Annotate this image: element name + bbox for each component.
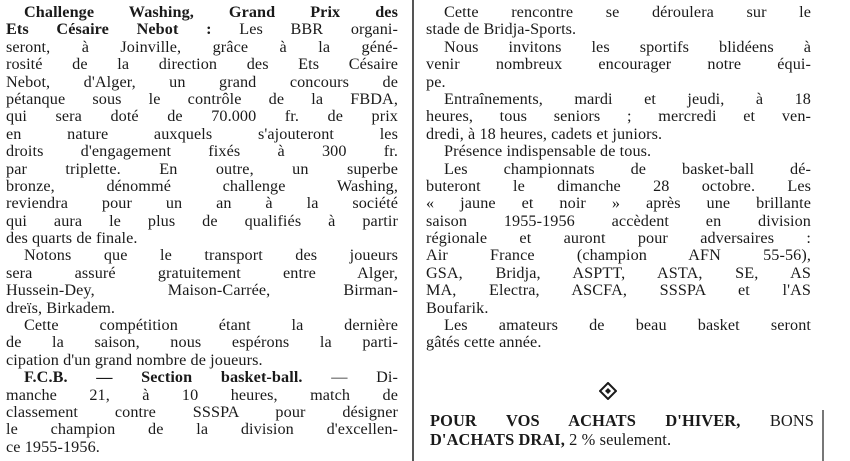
text-line: par triplette. En outre, un superbe [6, 159, 398, 178]
text-line: Nebot, d'Alger, un grand concours de [6, 72, 398, 91]
bold-lead: F.C.B. — Section basket-ball. [24, 368, 303, 387]
text-line: de la saison, nous espérons la parti- [6, 333, 398, 352]
text-line: venir nombreux encourager notre équi- [426, 55, 811, 74]
text-line: Les championnats de basket-ball dé- [444, 159, 811, 178]
text-line [6, 369, 398, 386]
text-line: gâtés cette année. [426, 333, 542, 352]
text-line: ce 1955-1956. [6, 437, 100, 456]
text-line: classement contre SSSPA pour désigner [6, 402, 398, 421]
text-line: heures, tous seniors ; mercredi et ven- [426, 107, 811, 126]
text-line: GSA, Bridja, ASPTT, ASTA, SE, AS [426, 263, 811, 282]
text-line: en nature auxquels s'ajouteront les [6, 124, 398, 143]
text-line: qui aura le plus de qualifiés à partir [6, 211, 398, 230]
advert-text: 2 % seulement. [564, 430, 672, 449]
text-line: MA, Electra, ASCFA, SSSPA et l'AS [426, 281, 811, 300]
text-line: Nous invitons les sportifs blidéens à [444, 37, 811, 56]
text-line: Présence indispensable de tous. [444, 142, 652, 161]
text-line: dredi, à 18 heures, cadets et juniors. [426, 124, 663, 143]
text-line: pe. [426, 72, 446, 91]
line-text: Les BBR organi- [211, 20, 398, 39]
text-line: manche 21, à 10 heures, match de [6, 385, 398, 404]
text-line: reviendra pour un an à la société [6, 194, 398, 213]
advert-line-1 [430, 411, 814, 430]
text-line: droits d'engagement fixés à 300 fr. [6, 142, 398, 161]
text-line: Hussein-Dey, Maison-Carrée, Birman- [6, 281, 398, 300]
text-line: rosité de la direction des Ets Césaire [6, 55, 398, 74]
text-line: Entraînements, mardi et jeudi, à 18 [444, 89, 811, 108]
text-line: cipation d'un grand nombre de joueurs. [6, 350, 263, 369]
text-line: bronze, dénommé challenge Washing, [6, 176, 398, 195]
text-line: « jaune et noir » après une brillante [426, 194, 811, 213]
text-line: saison 1955-1956 accèdent en division [426, 211, 811, 230]
advert-line-2 [430, 430, 814, 449]
text-line: qui sera doté de 70.000 fr. de prix [6, 107, 398, 126]
right-column [426, 4, 811, 352]
text-line: stade de Bridja-Sports. [426, 20, 577, 39]
text-line [6, 21, 398, 38]
column-rule [412, 0, 414, 461]
diamond-ornament-icon [599, 382, 617, 400]
advertisement [430, 411, 814, 449]
advert-heading: POUR VOS ACHATS D'HIVER, [430, 411, 741, 430]
text-line: seront, à Joinville, grâce à la géné- [6, 37, 398, 56]
text-line: des quarts de finale. [6, 229, 138, 248]
text-line: Les amateurs de beau basket seront [444, 316, 811, 335]
text-line: Cette compétition étant la dernière [24, 316, 398, 335]
line-text: — Di- [302, 368, 398, 387]
text-line: Boufarik. [426, 298, 489, 317]
column-rule [822, 410, 824, 461]
left-column [6, 4, 398, 456]
text-line: pétanque sous le contrôle de la FBDA, [6, 89, 398, 108]
bold-lead: Ets Césaire Nebot : [6, 20, 212, 39]
text-line: Cette rencontre se déroulera sur le [444, 3, 811, 21]
advert-text: BONS [740, 411, 814, 430]
text-line: dreïs, Birkadem. [6, 298, 116, 317]
text-line: le champion de la division d'excellen- [6, 420, 398, 439]
text-line: sera assuré gratuitement entre Alger, [6, 263, 398, 282]
advert-heading: D'ACHATS DRAI, [430, 430, 565, 449]
text-line: Challenge Washing, Grand Prix des [24, 3, 398, 21]
text-line: Notons que le transport des joueurs [24, 246, 398, 265]
text-line: Air France (champion AFN 55-56), [426, 246, 811, 265]
text-line: régionale et auront pour adversaires : [426, 229, 811, 248]
text-line: buteront le dimanche 28 octobre. Les [426, 176, 811, 195]
